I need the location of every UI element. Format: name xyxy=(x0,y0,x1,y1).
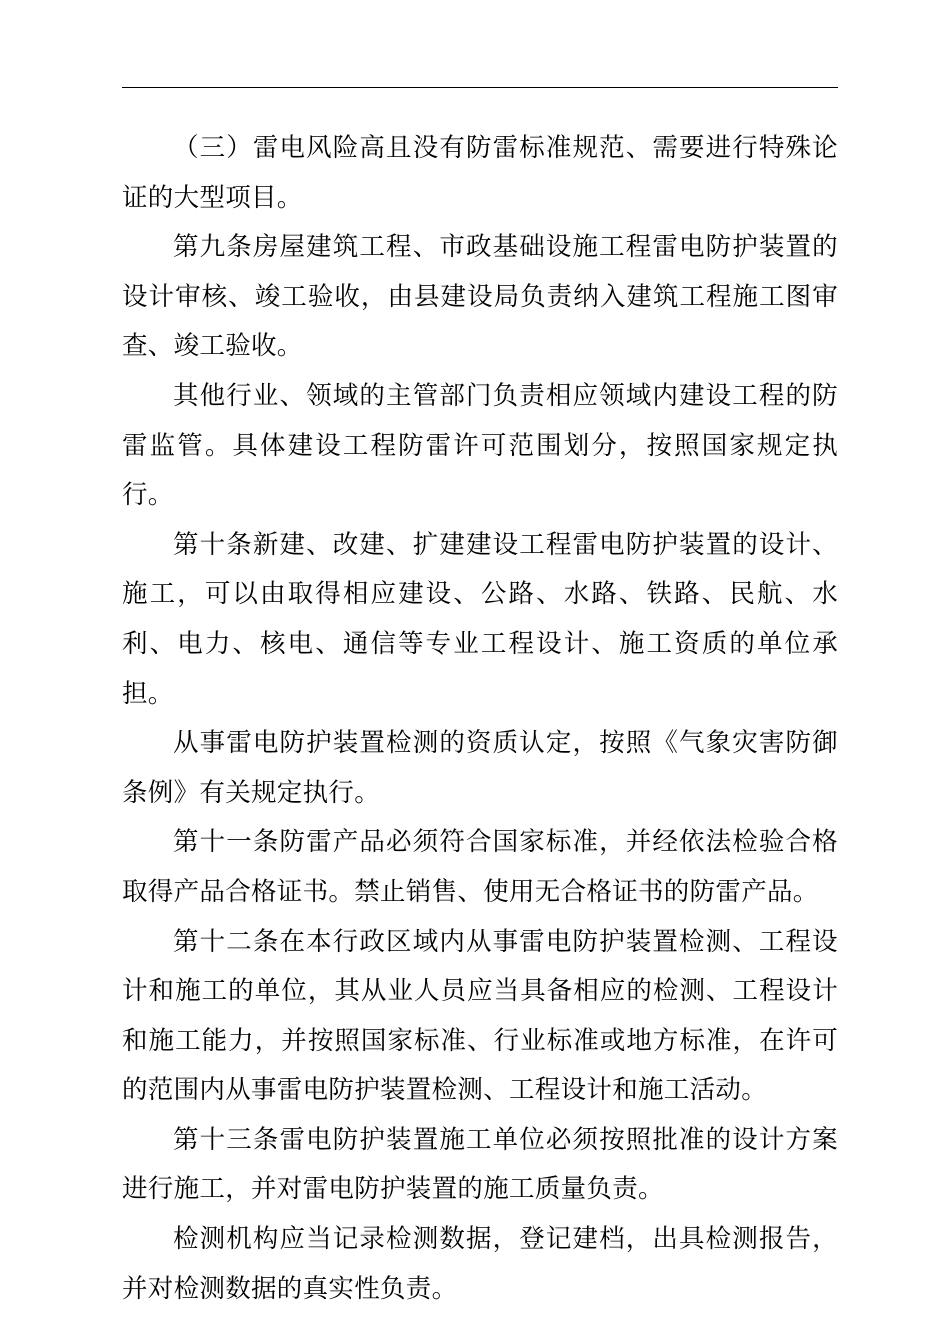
paragraph-inspection: 检测机构应当记录检测数据，登记建档，出具检测报告，并对检测数据的真实性负责。 xyxy=(122,1224,838,1304)
paragraph-article-12: 第十二条在本行政区域内从事雷电防护装置检测、工程设计和施工的单位，其从业人员应当具备相应的检测、工程设计和施工能力，并按照国家标准、行业标准或地方标准，在许可的范围内从事雷电防护装置检测、工程设计和施工活动。 xyxy=(122,926,838,1106)
paragraph-item-3: （三）雷电风险高且没有防雷标准规范、需要进行特殊论证的大型项目。 xyxy=(122,133,838,213)
document-body xyxy=(122,124,838,1314)
paragraph-article-13: 第十三条雷电防护装置施工单位必须按照批准的设计方案进行施工，并对雷电防护装置的施工质量负责。 xyxy=(122,1124,838,1205)
paragraph-article-11: 第十一条防雷产品必须符合国家标准，并经依法检验合格取得产品合格证书。禁止销售、使用无合格证书的防雷产品。 xyxy=(122,827,838,907)
paragraph-other-industries: 其他行业、领域的主管部门负责相应领域内建设工程的防雷监管。具体建设工程防雷许可范围划分，按照国家规定执行。 xyxy=(122,380,838,511)
paragraph-qualification: 从事雷电防护装置检测的资质认定，按照《气象灾害防御条例》有关规定执行。 xyxy=(122,728,838,808)
header-rule xyxy=(122,87,838,88)
paragraph-article-9: 第九条房屋建筑工程、市政基础设施工程雷电防护装置的设计审核、竣工验收，由县建设局负责纳入建筑工程施工图审查、竣工验收。 xyxy=(122,232,838,362)
paragraph-article-10: 第十条新建、改建、扩建建设工程雷电防护装置的设计、施工，可以由取得相应建设、公路、水路、铁路、民航、水利、电力、核电、通信等专业工程设计、施工资质的单位承担。 xyxy=(122,529,838,709)
